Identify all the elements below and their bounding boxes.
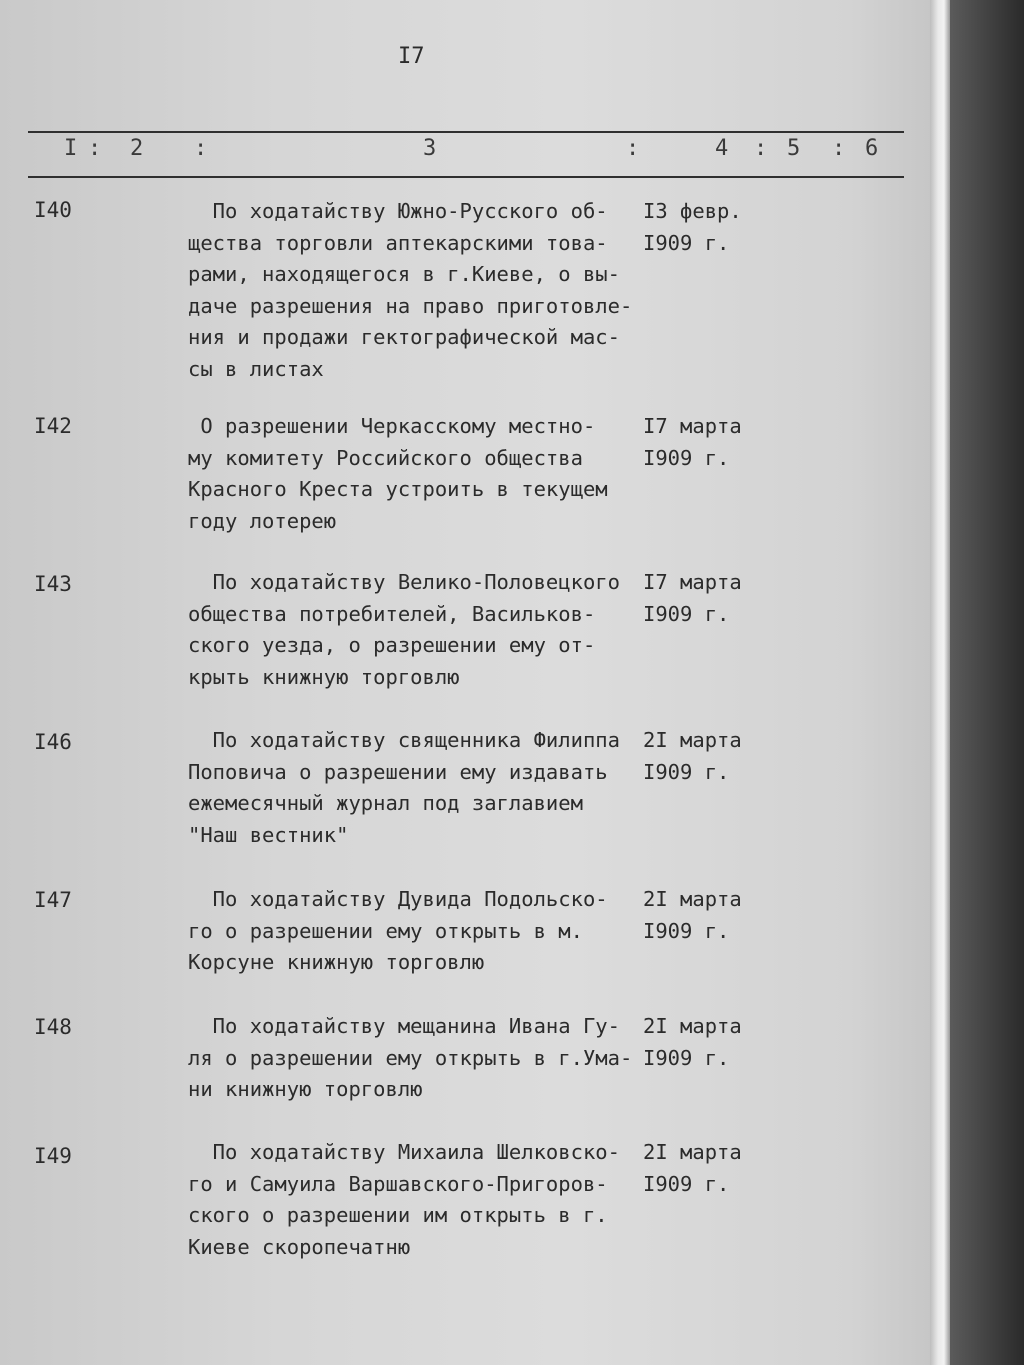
header-sep-2: : [194, 136, 208, 161]
entry-number: I40 [34, 198, 72, 222]
entry-text: По ходатайству Велико-Половецкого общества потребителей, Васильков- ского уезда, о разрешении ему от- крыть книжную торговлю [188, 570, 620, 689]
page-number: I7 [398, 44, 425, 69]
entry-text: По ходатайству Южно-Русского об- щества торговли аптекарскими това- рами, находящегося в г.Киеве, о вы- даче разрешения на право приготовле- ния и продажи гектографической мас- сы в листах [188, 199, 633, 381]
entry-date: I7 марта I909 г. [643, 570, 742, 626]
entry-date: 2I марта I909 г. [643, 1014, 742, 1070]
header-sep-5: : [832, 136, 846, 161]
header-col-3: 3 [423, 136, 437, 161]
entry-number: I42 [34, 414, 72, 438]
entry-date: I7 марта I909 г. [643, 414, 742, 470]
paper-edge [930, 0, 950, 1365]
header-col-6: 6 [865, 136, 879, 161]
header-sep-3: : [626, 136, 640, 161]
entry-date: 2I марта I909 г. [643, 1140, 742, 1196]
background-margin [950, 0, 1024, 1365]
entry-text: По ходатайству мещанина Ивана Гу- ля о разрешении ему открыть в г.Ума- ни книжную торговлю [188, 1014, 633, 1101]
header-sep-4: : [754, 136, 768, 161]
entry-number: I46 [34, 730, 72, 754]
header-col-4: 4 [715, 136, 729, 161]
entry-text: По ходатайству Дувида Подольско- го о разрешении ему открыть в м. Корсуне книжную торговлю [188, 887, 608, 974]
entry-number: I48 [34, 1015, 72, 1039]
entry-text: О разрешении Черкасскому местно- му комитету Российского общества Красного Креста устроить в текущем году лотерею [188, 414, 608, 533]
entry-date: 2I марта I909 г. [643, 887, 742, 943]
entry-date: I3 февр. I909 г. [643, 199, 742, 255]
header-col-1: I [64, 136, 78, 161]
entry-date: 2I марта I909 г. [643, 728, 742, 784]
header-top-rule [28, 131, 904, 133]
entry-number: I47 [34, 888, 72, 912]
entry-text: По ходатайству Михаила Шелковско- го и Самуила Варшавского-Пригоров- ского о разрешении им открыть в г. Киеве скоропечатню [188, 1140, 620, 1259]
entry-number: I49 [34, 1144, 72, 1168]
header-bottom-rule [28, 176, 904, 178]
header-col-5: 5 [787, 136, 801, 161]
header-sep-1: : [88, 136, 102, 161]
entry-number: I43 [34, 572, 72, 596]
entry-text: По ходатайству священника Филиппа Поповича о разрешении ему издавать ежемесячный журнал под заглавием "Наш вестник" [188, 728, 620, 847]
header-col-2: 2 [130, 136, 144, 161]
